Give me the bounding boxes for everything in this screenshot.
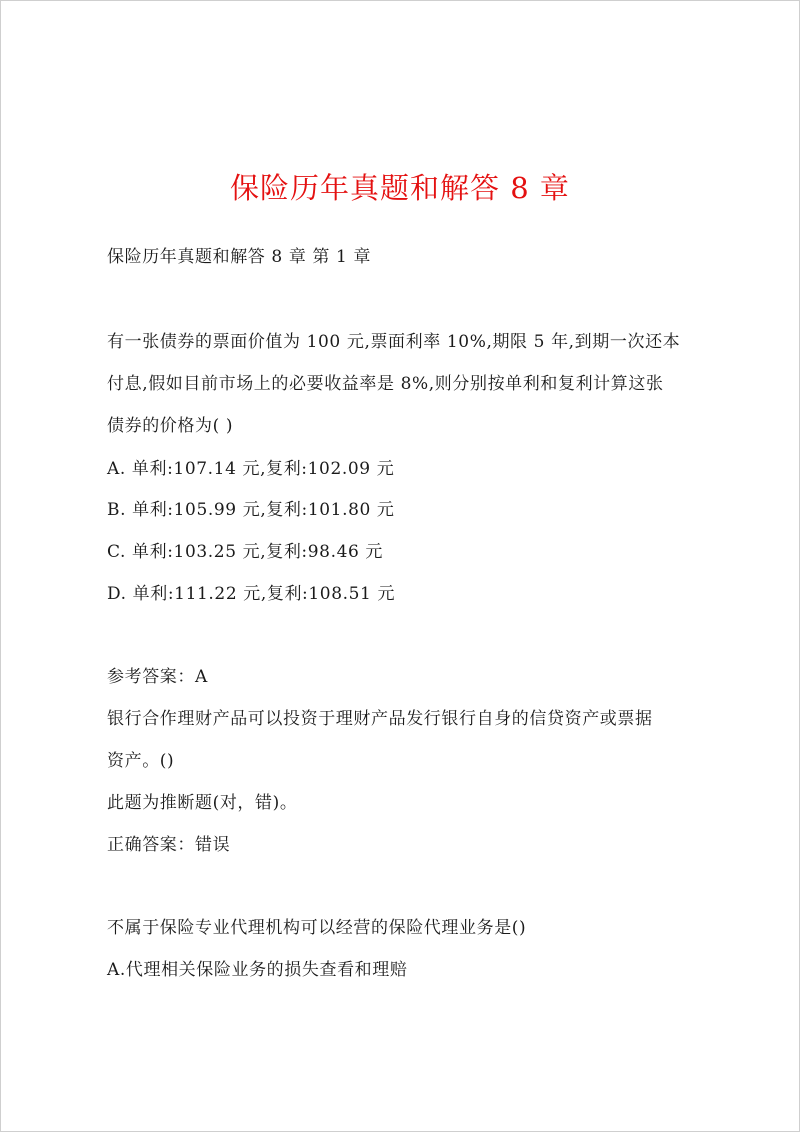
question-2-type-note: 此题为推断题(对，错)。 <box>107 793 298 813</box>
question-2-stem-line-2: 资产。() <box>107 751 175 771</box>
question-1-stem-line-1: 有一张债券的票面价值为 100 元,票面利率 10%,期限 5 年,到期一次还本 <box>107 332 681 352</box>
question-3-stem: 不属于保险专业代理机构可以经营的保险代理业务是() <box>107 918 527 938</box>
question-2-answer: 正确答案：错误 <box>107 835 231 855</box>
question-1-stem-line-2: 付息,假如目前市场上的必要收益率是 8%,则分别按单利和复利计算这张 <box>107 374 664 394</box>
question-3-option-a: A.代理相关保险业务的损失查看和理赔 <box>107 960 408 980</box>
question-1-option-a: A. 单利:107.14 元,复利:102.09 元 <box>107 459 395 479</box>
question-1-option-d: D. 单利:111.22 元,复利:108.51 元 <box>107 584 396 604</box>
question-1-stem-line-3: 债券的价格为( ) <box>107 416 234 436</box>
question-2-stem-line-1: 银行合作理财产品可以投资于理财产品发行银行自身的信贷资产或票据 <box>107 709 653 729</box>
question-1-option-b: B. 单利:105.99 元,复利:101.80 元 <box>107 500 395 520</box>
section-heading: 保险历年真题和解答 8 章 第 1 章 <box>107 247 372 267</box>
question-1-option-c: C. 单利:103.25 元,复利:98.46 元 <box>107 542 384 562</box>
question-1-answer: 参考答案：A <box>107 667 208 687</box>
document-title: 保险历年真题和解答 8 章 <box>230 171 570 205</box>
